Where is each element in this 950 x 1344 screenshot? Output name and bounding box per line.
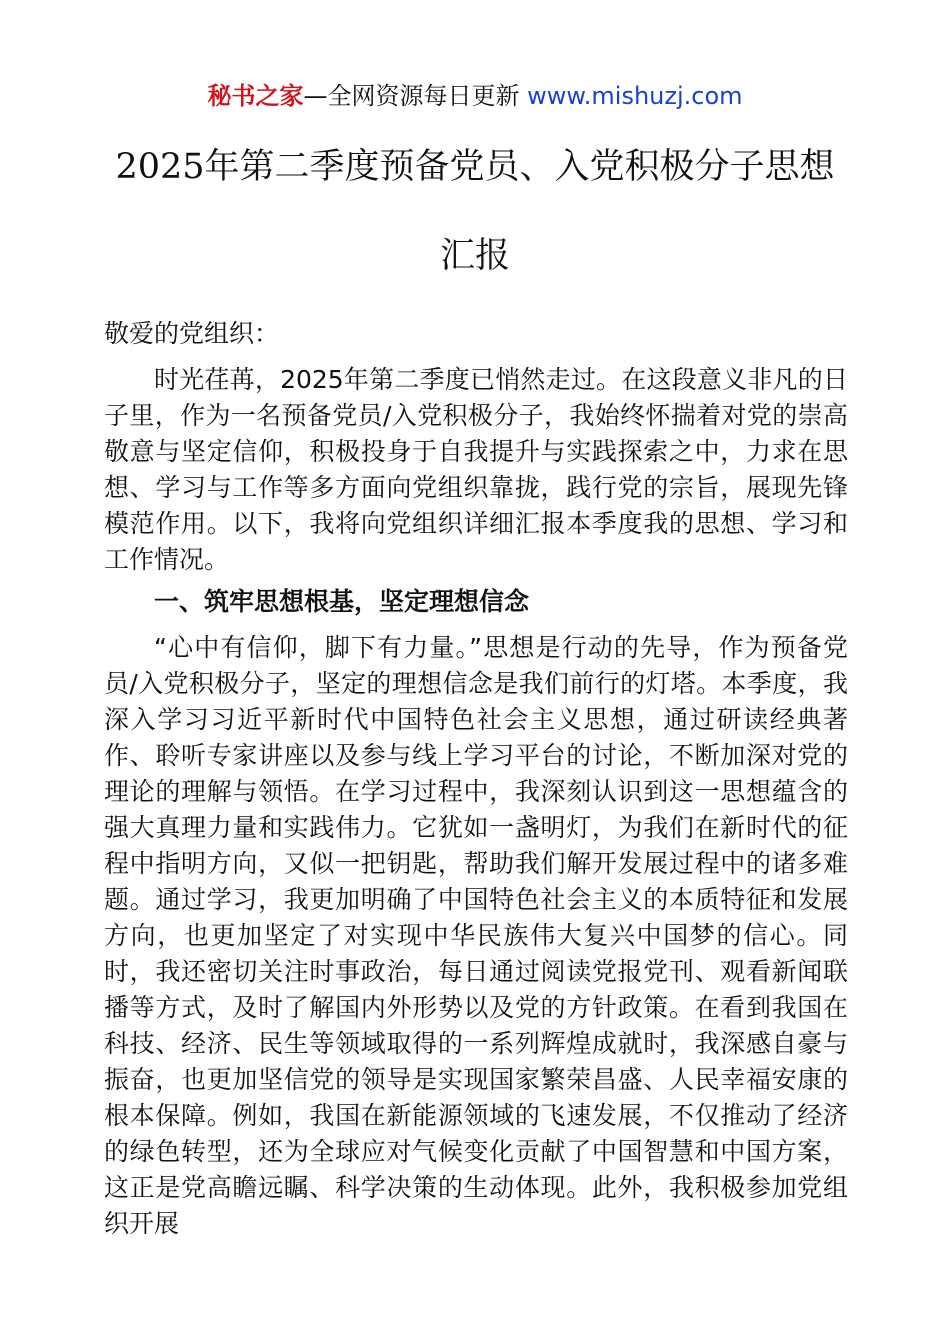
site-tagline: —全网资源每日更新 [303, 82, 528, 110]
site-header [0, 80, 950, 112]
document-title-line-2: 汇报 [439, 236, 510, 276]
paragraph-intro: 时光荏苒，2025年第二季度已悄然走过。在这段意义非凡的日子里，作为一名预备党员/入党积极分子，我始终怀揣着对党的崇高敬意与坚定信仰，积极投身于自我提升与实践探索之中，力求在思想、学习与工作等多方面向党组织靠拢，践行党的宗旨，展现先锋模范作用。以下，我将向党组织详细汇报本季度我的思想、学习和工作情况。 [104, 365, 848, 574]
site-brand: 秘书之家 [207, 82, 304, 110]
paragraph-section-1: “心中有信仰，脚下有力量。”思想是行动的先导，作为预备党员/入党积极分子，坚定的理想信念是我们前行的灯塔。本季度，我深入学习习近平新时代中国特色社会主义思想，通过研读经典著作、聆听专家讲座以及参与线上学习平台的讨论，不断加深对党的理论的理解与领悟。在学习过程中，我深刻认识到这一思想蕴含的强大真理力量和实践伟力。它犹如一盏明灯，为我们在新时代的征程中指明方向，又似一把钥匙，帮助我们解开发展过程中的诸多难题。通过学习，我更加明确了中国特色社会主义的本质特征和发展方向，也更加坚定了对实现中华民族伟大复兴中国梦的信心。同时，我还密切关注时事政治，每日通过阅读党报党刊、观看新闻联播等方式，及时了解国内外形势以及党的方针政策。在看到我国在科技、经济、民生等领域取得的一系列辉煌成就时，我深感自豪与振奋，也更加坚信党的领导是实现国家繁荣昌盛、人民幸福安康的根本保障。例如，我国在新能源领域的飞速发展，不仅推动了经济的绿色转型，还为全球应对气候变化贡献了中国智慧和中国方案，这正是党高瞻远瞩、科学决策的生动体现。此外，我积极参加党组织开展 [104, 633, 848, 1238]
salutation: 敬爱的党组织： [104, 319, 280, 348]
section-heading-1: 一、筑牢思想根基，坚定理想信念 [154, 587, 530, 616]
document-title-line-1: 2025年第二季度预备党员、入党积极分子思想 [115, 147, 835, 187]
site-url-link[interactable]: www.mishuzj.com [527, 82, 743, 110]
